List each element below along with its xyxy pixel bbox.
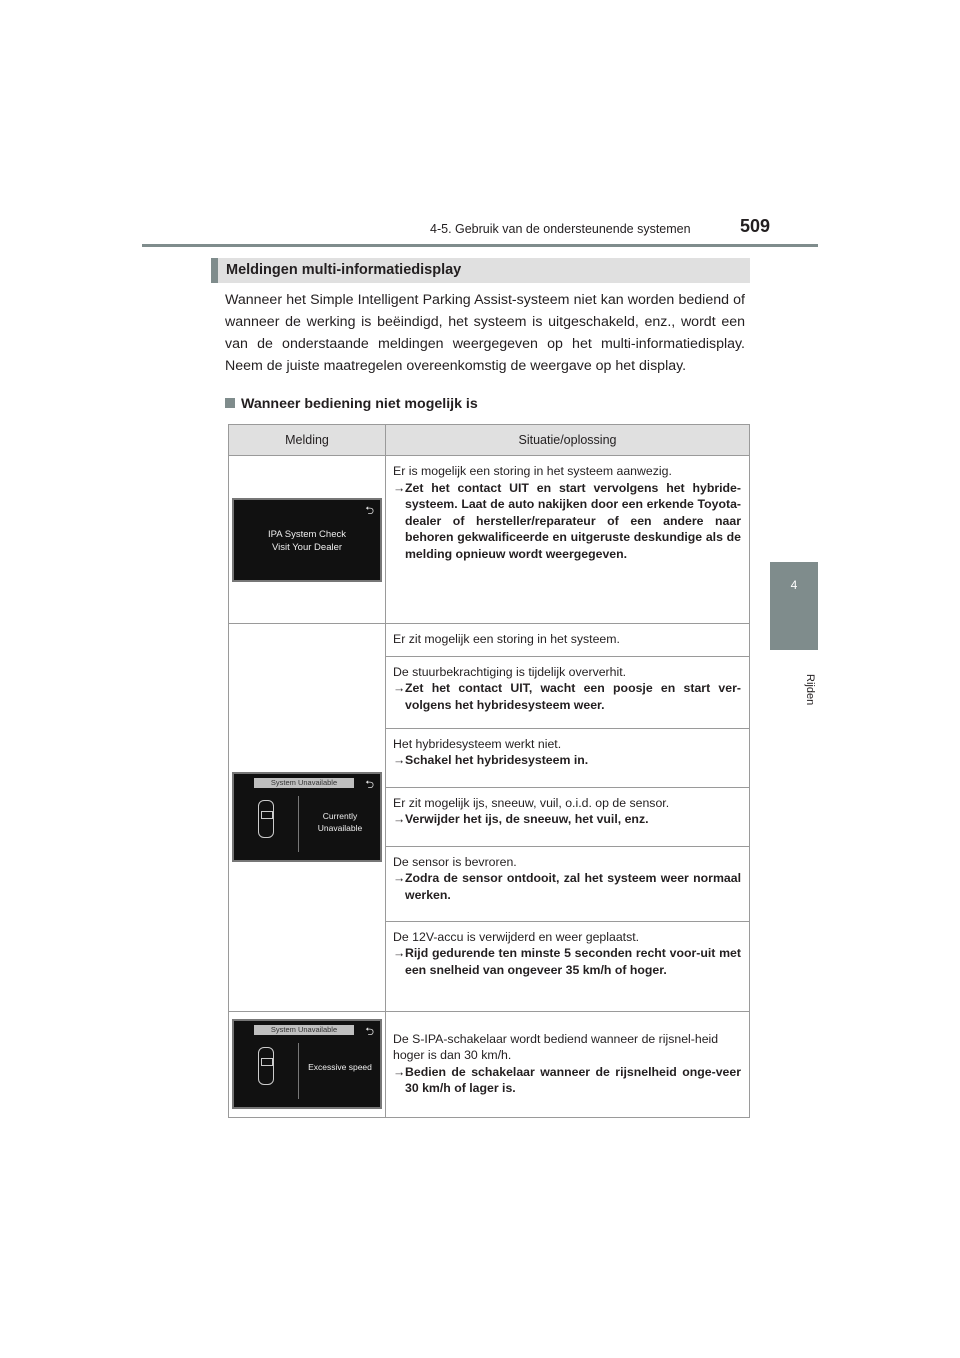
car-icon [258,1047,274,1085]
subheading [225,396,478,412]
subheading-text: Wanneer bediening niet mogelijk is [241,396,478,412]
action [393,945,741,978]
display-message [234,528,380,554]
header-rule [142,244,818,247]
situation-cell [386,624,750,657]
car-icon [258,800,274,838]
back-icon: ⮌ [365,779,374,792]
arrow-icon: → [393,681,406,695]
col-header-message: Melding [229,425,386,456]
display-ipa-check [232,498,382,582]
display-message [300,1061,380,1073]
table-row [229,1011,750,1117]
arrow-icon: → [393,871,406,885]
situation-cell [386,456,750,624]
action-text: Rijd gedurende ten minste 5 seconden recht voor-uit met een snelheid van ongeveer 35 km/h of hoger. [405,946,741,977]
situation-cell [386,846,750,921]
intro-paragraph: Wanneer het Simple Intelligent Parking Assist-systeem niet kan worden bediend of wanneer de werking is beëindigd, het systeem is uitgeschakeld, enz., wordt een van de onderstaande meldingen weergegeven op het multi-informatiedisplay. Neem de juiste maatregelen overeenkomstig de weergave op het display. [225,292,745,374]
action [393,870,741,903]
action-text: Verwijder het ijs, de sneeuw, het vuil, enz. [405,812,649,826]
message-cell [229,624,386,1012]
display-divider [298,1043,299,1099]
section-title: Meldingen multi-informatiedisplay [226,262,462,278]
action-text: Zet het contact UIT en start vervolgens het hybride-systeem. Laat de auto nakijken door een erkende Toyota-dealer of hersteller/reparateur of een andere naar behoren gekwalificeerde en uitgeruste deskundige als de melding opnieuw wordt weergegeven. [405,480,741,561]
table-header-row [229,425,750,456]
arrow-icon: → [393,812,406,826]
arrow-icon: → [393,1064,406,1079]
chapter-number: 4 [790,578,798,592]
situation-cell [386,656,750,728]
arrow-icon: → [393,480,406,495]
situation-cell [386,728,750,787]
situation-text: De 12V-accu is verwijderd en weer geplaatst. [393,929,640,944]
situation-text: De S-IPA-schakelaar wordt bediend wanneer de rijsnel-heid hoger is dan 30 km/h. [393,1031,719,1062]
action [393,1064,741,1097]
messages-table [228,424,750,1118]
back-icon: ⮌ [365,504,374,517]
action-text: Bedien de schakelaar wanneer de rijsnelheid onge-veer 30 km/h of lager is. [405,1064,741,1095]
arrow-icon: → [393,753,406,767]
display-system-unavailable [232,772,382,862]
display-line: Unavailable [317,823,363,834]
display-line: Currently [322,811,358,822]
action-text: Zodra de sensor ontdooit, zal het systeem weer normaal werken. [405,871,741,902]
display-divider [298,796,299,852]
action [393,811,741,828]
header-section-title: 4-5. Gebruik van de ondersteunende systemen [430,222,691,236]
action [393,752,741,769]
display-banner: System Unavailable [254,1025,354,1035]
chapter-label: Rijden [804,674,816,706]
display-banner: System Unavailable [254,778,354,788]
situation-text: Het hybridesysteem werkt niet. [393,736,562,751]
display-excessive-speed [232,1019,382,1109]
table-row [229,456,750,624]
section-heading-bar [211,258,750,283]
display-line: Visit Your Dealer [271,541,343,553]
table-row [229,624,750,657]
situation-text: Er zit mogelijk ijs, sneeuw, vuil, o.i.d. op de sensor. [393,795,670,810]
situation-cell [386,921,750,1011]
message-cell [229,1011,386,1117]
back-icon: ⮌ [365,1026,374,1038]
display-line: IPA System Check [268,528,346,540]
situation-cell [386,1011,750,1117]
col-header-situation: Situatie/oplossing [386,425,750,456]
display-line: Excessive speed [308,1062,372,1072]
chapter-tab [770,562,818,650]
action [393,480,741,563]
situation-text: De stuurbekrachtiging is tijdelijk oververhit. [393,664,627,679]
situation-text: De sensor is bevroren. [393,854,517,869]
action [393,680,741,713]
square-bullet-icon [225,398,235,408]
situation-cell [386,787,750,846]
display-message [300,810,380,834]
arrow-icon: → [393,946,406,960]
action-text: Zet het contact UIT, wacht een poosje en start ver-volgens het hybridesysteem weer. [405,681,741,712]
situation-text: Er zit mogelijk een storing in het systeem. [393,632,620,646]
action-text: Schakel het hybridesysteem in. [405,753,589,767]
situation-text: Er is mogelijk een storing in het systeem aanwezig. [393,464,672,478]
page-number: 509 [740,216,771,236]
message-cell [229,456,386,624]
section-accent [211,258,218,283]
